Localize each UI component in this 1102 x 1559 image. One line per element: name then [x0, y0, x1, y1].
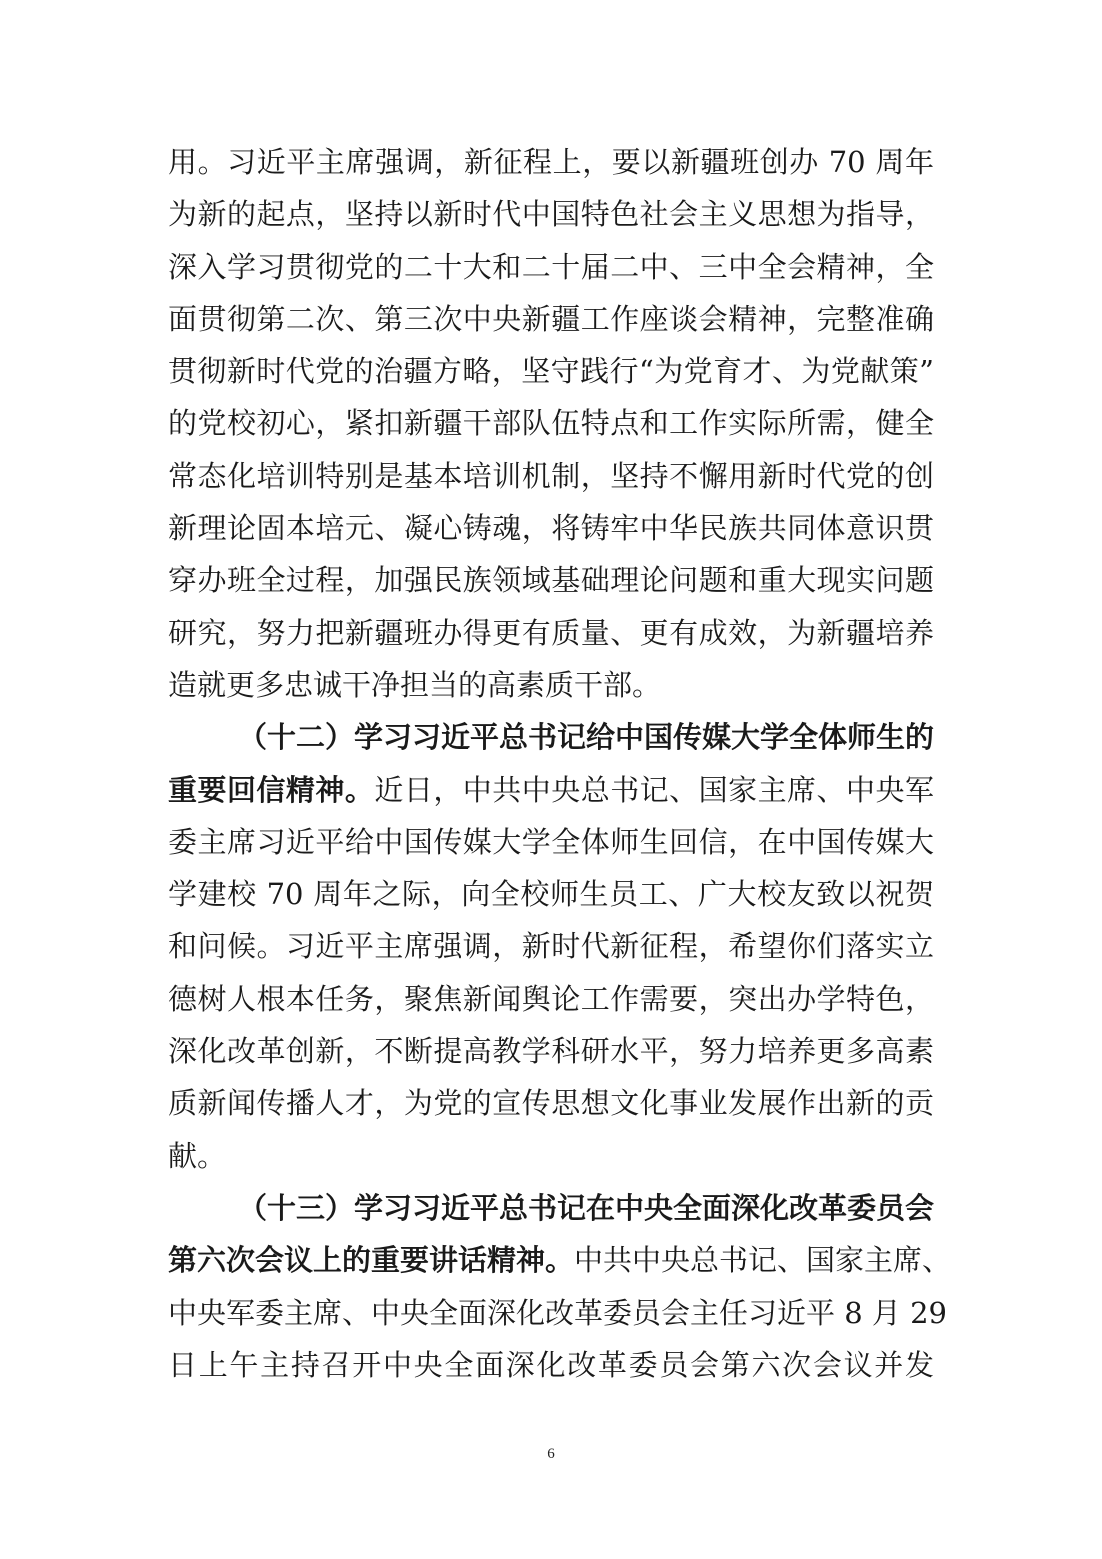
text-line: 研究，努力把新疆班办得更有质量、更有成效，为新疆培养: [168, 615, 934, 650]
text-line: 中央军委主席、中央全面深化改革委员会主任习近平 8 月 29: [168, 1295, 948, 1330]
text-line: 常态化培训特别是基本培训机制，坚持不懈用新时代党的创: [168, 458, 934, 493]
text-line: 献。: [168, 1138, 227, 1173]
section-heading-text: 第六次会议上的重要讲话精神。: [168, 1243, 575, 1278]
text-line: 为新的起点，坚持以新时代中国特色社会主义思想为指导，: [168, 197, 934, 232]
section-heading-text: 重要回信精神。: [168, 772, 375, 807]
page-number: 6: [547, 1446, 555, 1462]
text-line: 德树人根本任务，聚焦新闻舆论工作需要，突出办学特色，: [168, 981, 934, 1016]
document-body: [168, 136, 952, 1391]
text-line: 用。习近平主席强调，新征程上，要以新疆班创办 70 周年: [168, 145, 934, 179]
text-line: 的党校初心，紧扣新疆干部队伍特点和工作实际所需，健全: [168, 406, 934, 441]
text-line: 深化改革创新，不断提高教学科研水平，努力培养更多高素: [168, 1034, 934, 1069]
section-heading-12: [168, 711, 934, 763]
text-line: 穿办班全过程，加强民族领域基础理论问题和重大现实问题: [168, 563, 934, 598]
text-line: 质新闻传播人才，为党的宣传思想文化事业发展作出新的贡: [168, 1086, 934, 1121]
text-line: 深入学习贯彻党的二十大和二十届二中、三中全会精神，全: [168, 249, 934, 284]
section-heading-text: （十三）学习习近平总书记在中央全面深化改革委员会: [238, 1190, 935, 1225]
text-line: 面贯彻第二次、第三次中央新疆工作座谈会精神，完整准确: [168, 301, 934, 336]
section-heading-text: （十二）学习习近平总书记给中国传媒大学全体师生的: [238, 720, 935, 755]
text-line: 学建校 70 周年之际，向全校师生员工、广大校友致以祝贺: [168, 877, 934, 912]
section-heading-13: [168, 1182, 934, 1234]
text-line: 和问候。习近平主席强调，新时代新征程，希望你们落实立: [168, 929, 934, 964]
text-line: 日上午主持召开中央全面深化改革委员会第六次会议并发: [168, 1347, 934, 1382]
text-line: 委主席习近平给中国传媒大学全体师生回信，在中国传媒大: [168, 824, 934, 859]
text-line: 造就更多忠诚干净担当的高素质干部。: [168, 667, 662, 702]
text-line: 贯彻新时代党的治疆方略，坚守践行“为党育才、为党献策”: [168, 354, 934, 389]
text-line: 新理论固本培元、凝心铸魂，将铸牢中华民族共同体意识贯: [168, 511, 934, 546]
text-line: 第六次会议上的重要讲话精神。中共中央总书记、国家主席、: [168, 1243, 952, 1278]
text-line: 重要回信精神。近日，中共中央总书记、国家主席、中央军: [168, 772, 934, 807]
